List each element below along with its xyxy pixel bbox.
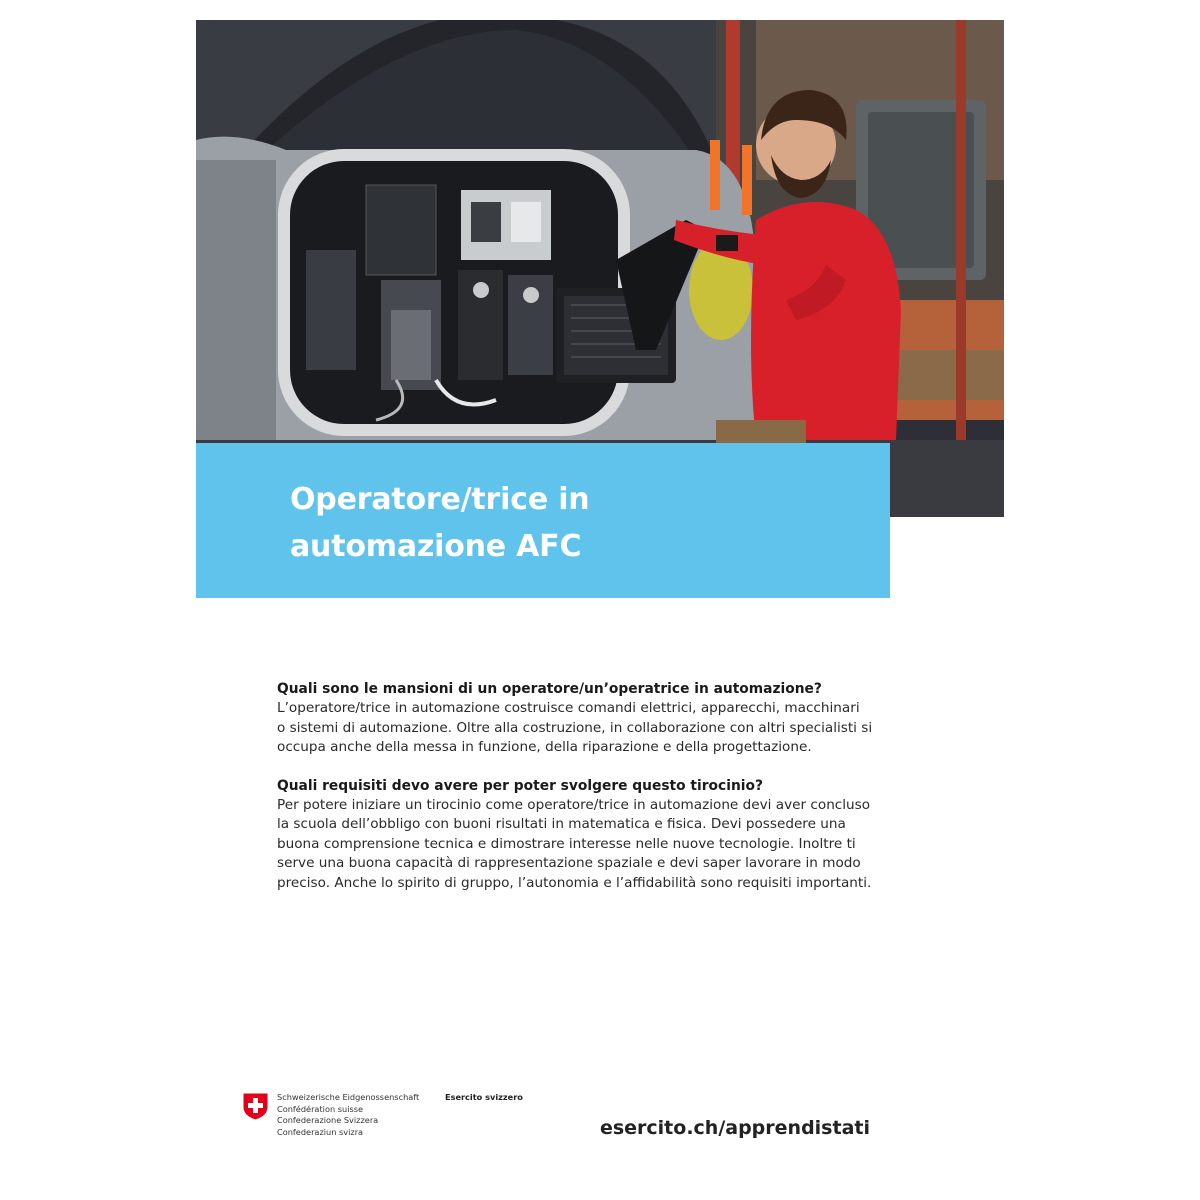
paragraph-line: occupa anche della messa in funzione, della riparazione e della progettazione. (277, 739, 812, 756)
federation-name-rm: Confederaziun svizra (277, 1126, 364, 1137)
section-requirements (277, 777, 877, 893)
federation-names (277, 1092, 419, 1138)
page-title (290, 476, 589, 570)
department-name: Esercito svizzero (445, 1092, 523, 1102)
website-link[interactable]: esercito.ch/apprendistati (599, 1117, 870, 1139)
federation-name-fr: Confédération suisse (277, 1103, 364, 1114)
federation-name-it: Confederazione Svizzera (277, 1115, 379, 1126)
paragraph-line: preciso. Anche lo spirito di gruppo, l’autonomia e l’affidabilità sono requisiti importanti. (277, 874, 872, 891)
paragraph-line: o sistemi di automazione. Oltre alla costruzione, in collaborazione con altri specialisti si (277, 719, 873, 736)
section-heading: Quali sono le mansioni di un operatore/un’operatrice in automazione? (277, 681, 822, 697)
federation-name-de: Schweizerische Eidgenossenschaft (277, 1092, 420, 1102)
title-line-1: Operatore/trice in (290, 482, 590, 517)
paragraph-line: serve una buona capacità di rappresentazione spaziale e devi saper lavorare in modo (277, 855, 861, 872)
main-content (277, 680, 877, 893)
title-banner (196, 443, 890, 598)
section-duties (277, 680, 877, 758)
swiss-coat-of-arms-icon (242, 1092, 269, 1121)
section-heading: Quali requisiti devo avere per poter svolgere questo tirocinio? (277, 777, 763, 794)
paragraph-line: la scuola dell’obbligo con buoni risultati in matematica e fisica. Devi possedere una (277, 816, 846, 833)
title-line-2: automazione AFC (290, 529, 582, 564)
paragraph-line: buona comprensione tecnica e dimostrare interesse nelle nuove tecnologie. Inoltre ti (277, 835, 856, 852)
paragraph-line: Per potere iniziare un tirocinio come operatore/trice in automazione devi aver concluso (277, 797, 871, 814)
paragraph-line: L’operatore/trice in automazione costruisce comandi elettrici, apparecchi, macchinari (277, 700, 860, 717)
